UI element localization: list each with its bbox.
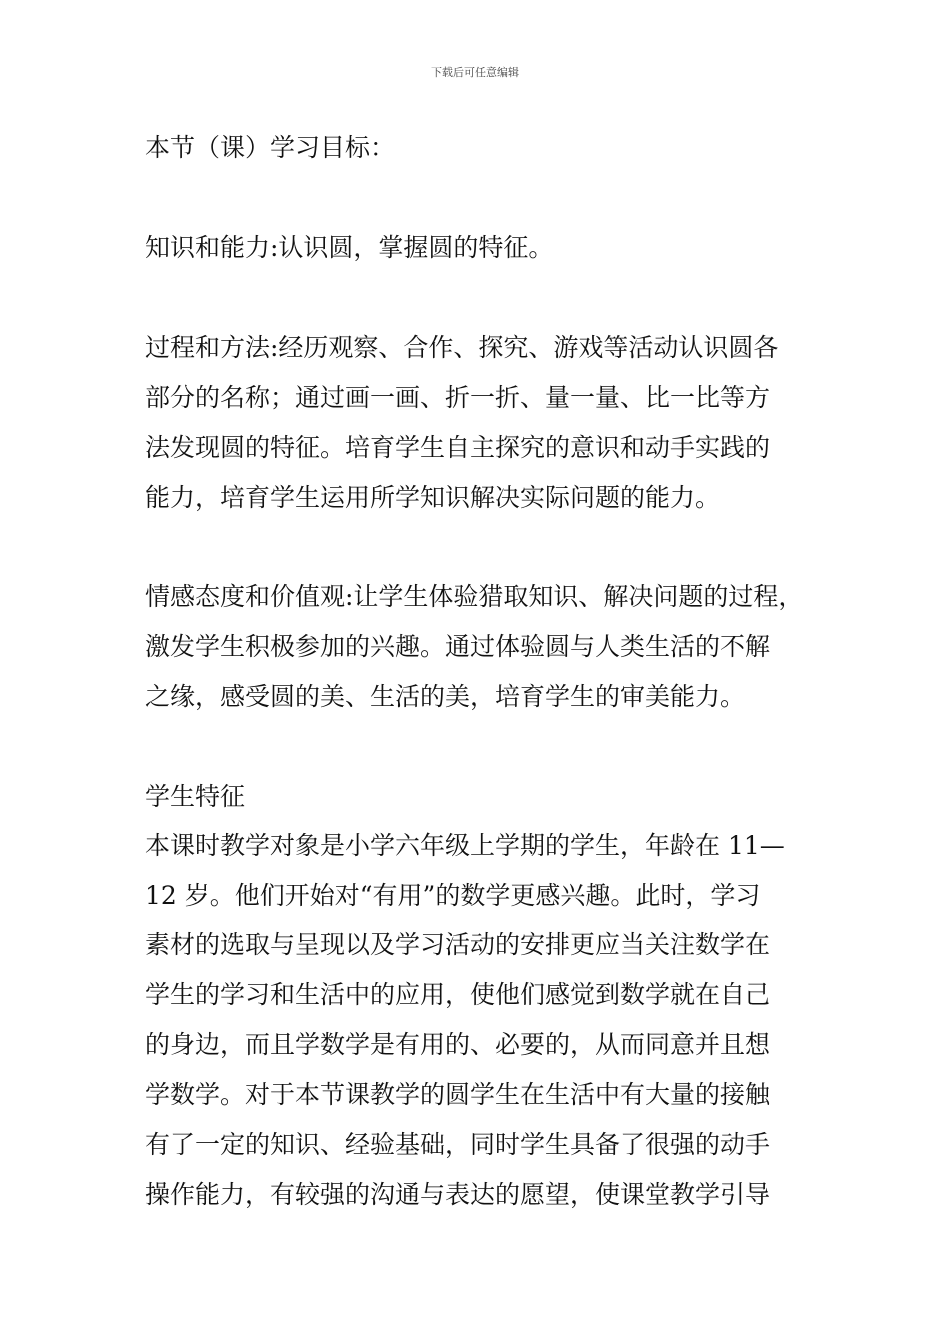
- objectives-heading: 本节（课）学习目标：: [145, 133, 396, 162]
- emotion-values-line-3: 之缘，感受圆的美、生活的美，培育学生的审美能力。: [145, 682, 746, 711]
- process-method-line-2: 部分的名称；通过画一画、折一折、量一量、比一比等方: [145, 383, 771, 412]
- knowledge-ability-line: 知识和能力:认识圆，掌握圆的特征。: [145, 233, 554, 262]
- process-method-line-4: 能力，培育学生运用所学知识解决实际问题的能力。: [145, 483, 721, 512]
- process-method-line-1: 过程和方法:经历观察、合作、探究、游戏等活动认识圆各: [145, 333, 779, 362]
- student-features-line-6: 学数学。对于本节课教学的圆学生在生活中有大量的接触: [145, 1080, 771, 1109]
- student-features-line-8: 操作能力，有较强的沟通与表达的愿望，使课堂教学引导: [145, 1180, 771, 1209]
- student-features-line-5: 的身边，而且学数学是有用的、必要的，从而同意并且想: [145, 1030, 771, 1059]
- student-features-line-2: 12 岁。他们开始对“有用”的数学更感兴趣。此时，学习: [145, 881, 761, 910]
- student-features-line-3: 素材的选取与呈现以及学习活动的安排更应当关注数学在: [145, 930, 771, 959]
- student-features-line-4: 学生的学习和生活中的应用，使他们感觉到数学就在自己: [145, 980, 771, 1009]
- page-header-note: 下载后可任意编辑: [431, 66, 519, 79]
- process-method-line-3: 法发现圆的特征。培育学生自主探究的意识和动手实践的: [145, 433, 771, 462]
- student-features-line-1: 本课时教学对象是小学六年级上学期的学生，年龄在 11—: [145, 831, 785, 860]
- student-features-heading: 学生特征: [145, 782, 246, 811]
- emotion-values-line-1: 情感态度和价值观:让学生体验猎取知识、解决问题的过程，: [145, 582, 804, 611]
- student-features-line-7: 有了一定的知识、经验基础，同时学生具备了很强的动手: [145, 1130, 771, 1159]
- emotion-values-line-2: 激发学生积极参加的兴趣。通过体验圆与人类生活的不解: [145, 632, 771, 661]
